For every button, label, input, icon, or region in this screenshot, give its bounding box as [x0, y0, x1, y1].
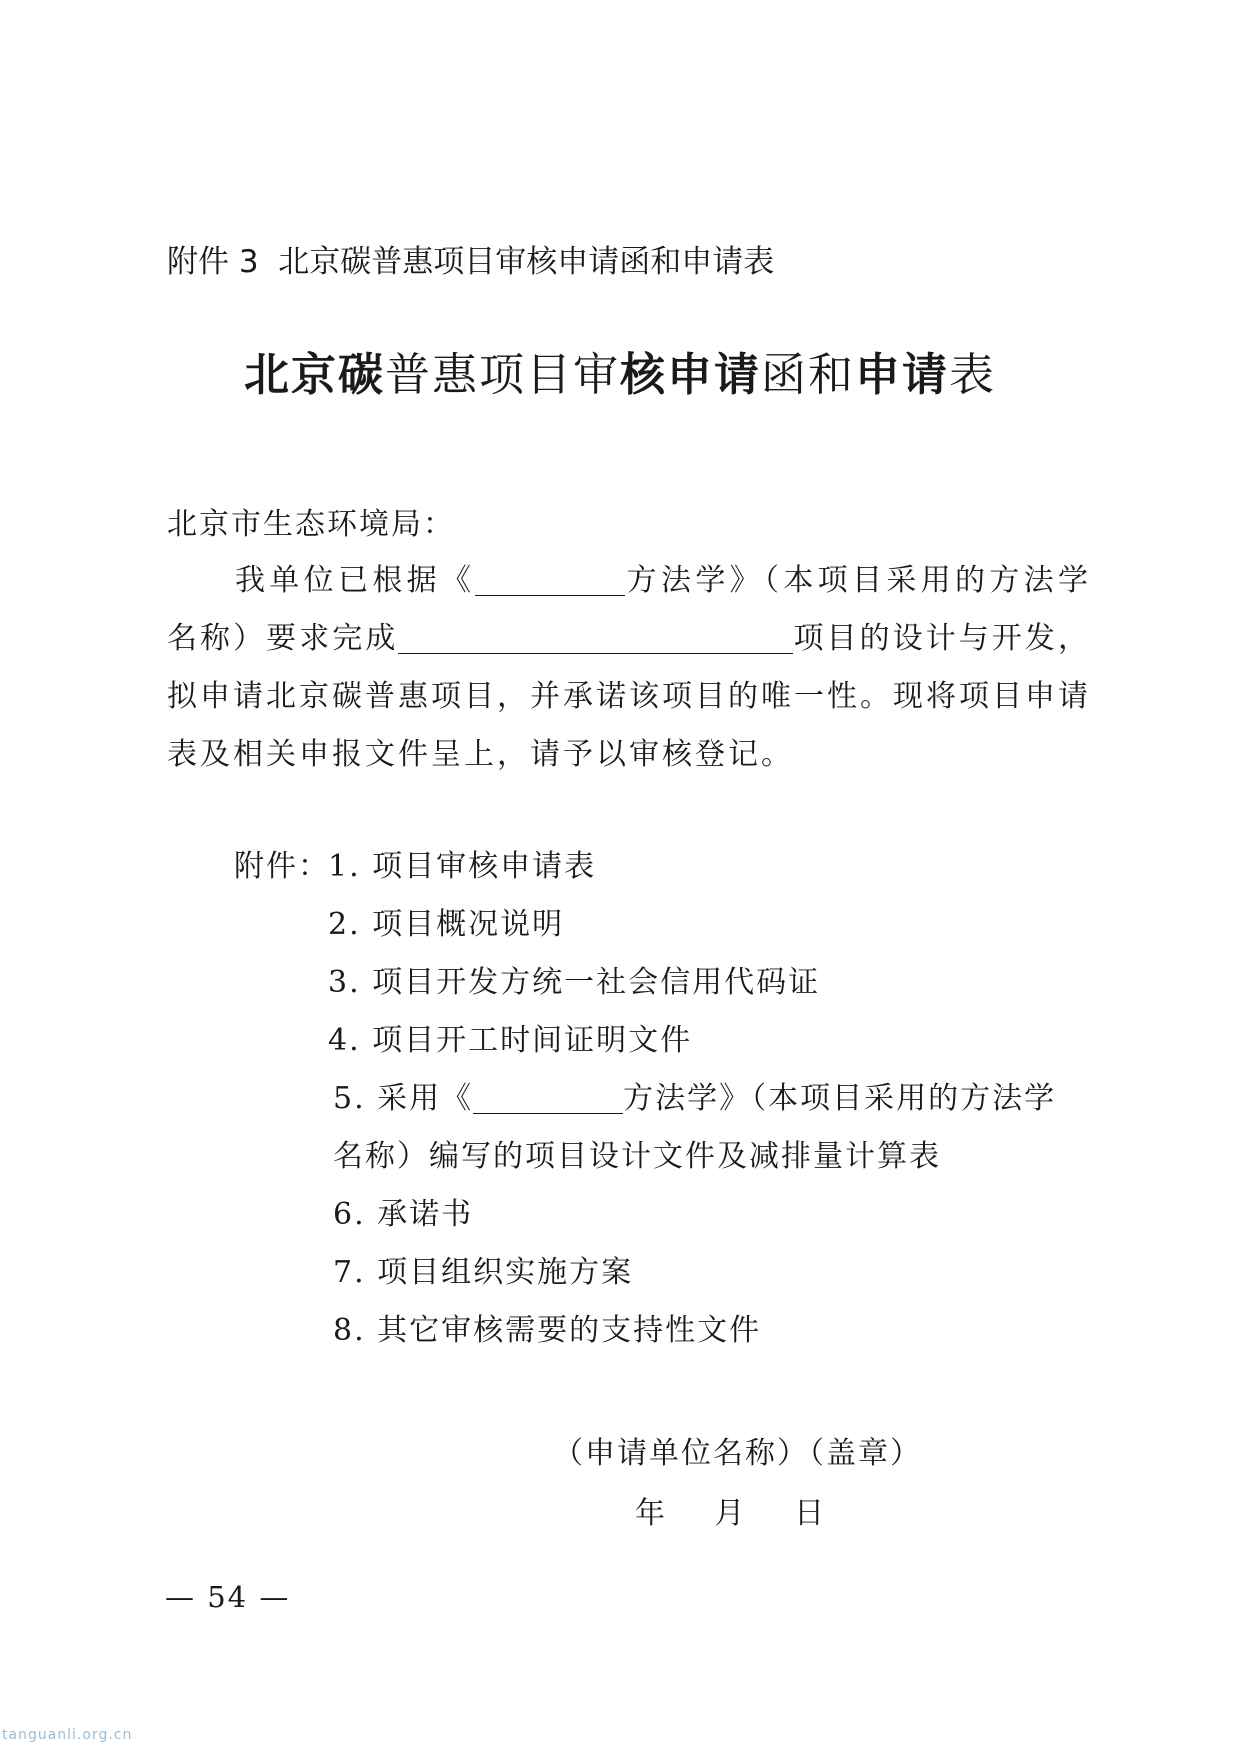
title-part-2: 普惠项目审 — [384, 348, 620, 401]
attachment-item-3: 3. 项目开发方统一社会信用代码证 — [328, 965, 821, 1000]
page-number: — 54 — — [165, 1580, 291, 1614]
letter-segment-1: 我单位已根据《 — [235, 563, 476, 598]
attachment-item-2: 2. 项目概况说明 — [328, 907, 565, 942]
attachment-item-5-middle: 方法学》（本项目采用的方法学 — [623, 1081, 1057, 1116]
applicant-stamp-line: （申请单位名称）（盖章） — [553, 1436, 922, 1471]
attachment-item-5-continued: 名称）编写的项目设计文件及减排量计算表 — [333, 1139, 941, 1174]
letter-body — [167, 552, 1091, 784]
letter-segment-2: 方法学》（本项目采用的方法学名称）要求完成 — [167, 563, 1092, 656]
title-part-5: 申请 — [855, 348, 950, 401]
attachment-item-5-start: 5. 采用《 — [333, 1081, 474, 1116]
attachment-item-1: 1. 项目审核申请表 — [328, 849, 597, 884]
attachment-item-5 — [333, 1077, 1056, 1121]
attachment-title: 北京碳普惠项目审核申请函和申请表 — [278, 244, 775, 280]
watermark-text: tanguanli.org.cn — [2, 1727, 133, 1743]
attachment-item-6: 6. 承诺书 — [333, 1197, 474, 1232]
title-part-1: 北京碳 — [243, 348, 385, 401]
project-name-blank[interactable] — [398, 619, 793, 654]
title-part-4: 函和 — [761, 348, 856, 401]
attachment-header — [167, 240, 774, 284]
date-line: 年 月 日 — [635, 1496, 845, 1531]
attachment-item-8: 8. 其它审核需要的支持性文件 — [333, 1313, 762, 1348]
letter-addressee: 北京市生态环境局： — [167, 507, 455, 542]
letter-segment-3: 项目的设计与开发，拟申请北京碳普惠项目，并承诺该项目的唯一性。现将项目申请表及相关申报文件呈上，请予以审核登记。 — [167, 621, 1091, 772]
attachment-item-7: 7. 项目组织实施方案 — [333, 1255, 634, 1290]
attachments-label: 附件： — [234, 849, 330, 884]
attachment-methodology-blank[interactable] — [473, 1079, 623, 1114]
attachment-item-4: 4. 项目开工时间证明文件 — [328, 1023, 693, 1058]
attachment-label: 附件 3 — [167, 244, 259, 280]
title-part-3: 核申请 — [619, 348, 761, 401]
methodology-name-blank[interactable] — [475, 561, 625, 596]
document-title — [0, 345, 1240, 405]
title-part-6: 表 — [949, 348, 997, 401]
